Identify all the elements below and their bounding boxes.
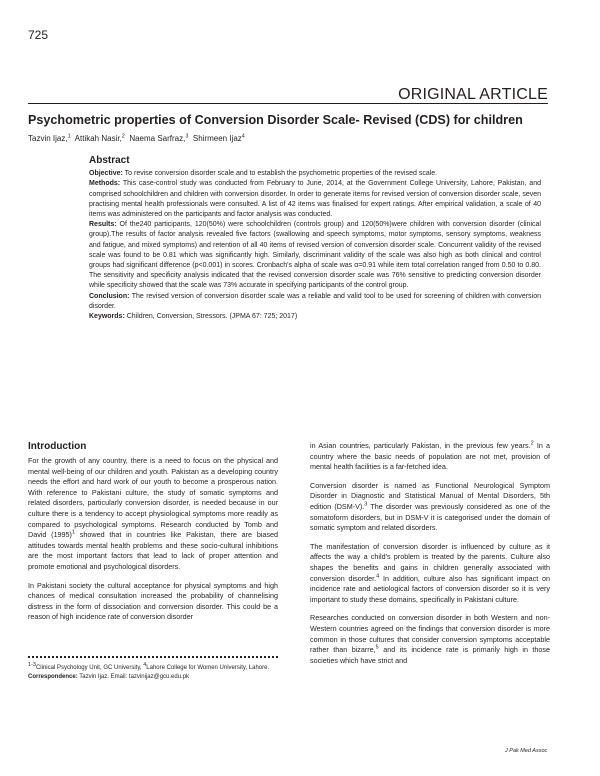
citation-marker: 2 bbox=[530, 440, 534, 447]
right-column bbox=[310, 441, 550, 674]
paragraph-text: In addition, culture also has significant impact on incidence rate and aetiological factors of conversion disorder so it is very important to study these domains, specifically in Pakistani culture. bbox=[310, 573, 550, 604]
conclusion-text: The revised version of conversion disorder scale was a reliable and valid tool to be used for screening of children with conversion disorder. bbox=[89, 292, 541, 310]
methods-text: This case-control study was conducted from February to June, 2014, at the Government College University, Lahore, Pakistan, and comprised schoolchildren and children with conversion disorder. In order to generate items for revised version of conversion disorder scale, seven practising mental health professionals were consulted. A list of 42 items was finalised for expert ratings. After empirical validation, a scale of 40 items was administered on the participants and factor analysis was conducted. bbox=[89, 180, 541, 219]
affiliation-marker: 2 bbox=[121, 133, 125, 140]
affiliation-text: Clinical Psychology Unit, GC University, bbox=[35, 665, 144, 671]
affiliation-text: Lahore College for Women University, Lahore. bbox=[146, 665, 270, 671]
citation-marker: 5 bbox=[375, 644, 379, 651]
conclusion-label: Conclusion: bbox=[89, 292, 130, 300]
keywords-text: Children, Conversion, Stressors. (JPMA 67: 725; 2017) bbox=[124, 313, 298, 321]
body-paragraph bbox=[310, 481, 550, 534]
journal-abbreviation: J Pak Med Assoc bbox=[505, 748, 548, 754]
affiliation-marker: 3 bbox=[185, 133, 189, 140]
correspondence-label: Correspondence: bbox=[28, 674, 78, 680]
section-label: ORIGINAL ARTICLE bbox=[398, 86, 548, 103]
objective-text: To revise conversion disorder scale and to establish the psychometric properties of the revised scale. bbox=[122, 170, 438, 178]
citation-marker: 4 bbox=[376, 573, 380, 580]
methods-label: Methods: bbox=[89, 180, 121, 188]
abstract-conclusion bbox=[89, 292, 541, 312]
correspondence bbox=[28, 673, 278, 682]
body-paragraph bbox=[310, 613, 550, 666]
author-name: Tazvin Ijaz, bbox=[28, 134, 68, 143]
affiliation-marker: 1-3 bbox=[28, 662, 36, 668]
abstract-heading: Abstract bbox=[89, 155, 130, 166]
introduction-heading: Introduction bbox=[28, 441, 87, 452]
affiliation-marker: 1 bbox=[67, 133, 71, 140]
affiliation-marker: 4 bbox=[143, 662, 147, 668]
affiliation-marker: 4 bbox=[241, 133, 245, 140]
article-title: Psychometric properties of Conversion Disorder Scale- Revised (CDS) for children bbox=[28, 113, 523, 127]
left-column bbox=[28, 440, 278, 631]
affiliations bbox=[28, 664, 278, 673]
footnote bbox=[28, 664, 278, 682]
paragraph-text: showed that in countries like Pakistan, there are biased attitudes towards mental health problems and these socio-cultural inhibitions are the most important factors that lead to lack of proper attention and promote emotional and psychological disorders. bbox=[28, 530, 278, 571]
abstract-methods bbox=[89, 179, 541, 220]
footnote-divider bbox=[28, 656, 278, 658]
citation-marker: 3 bbox=[364, 501, 368, 508]
author-name: Naema Sarfraz, bbox=[129, 134, 186, 143]
header-rule bbox=[28, 103, 548, 104]
results-label: Results: bbox=[89, 221, 117, 229]
paragraph-text: The manifestation of conversion disorder is influenced by culture as it affects the way a child's problem is treated by the parents. Culture also shapes the benefits and gains in children generally associated with conversion disorder. bbox=[310, 541, 550, 583]
paragraph-text: in Asian countries, particularly Pakistan, in the previous few years. bbox=[310, 441, 531, 450]
paragraph-text: The disorder was previously considered as one of the somatoform disorders, but in DSM-V it is categorised under the domain of somatic symptom and related disorders. bbox=[310, 501, 550, 533]
author-name: Attikah Nasir, bbox=[74, 134, 122, 143]
body-paragraph bbox=[28, 456, 278, 573]
results-text: Of the240 participants, 120(50%) were schoolchildren (controls group) and 120(50%)were children with conversion disorder (clinical group).The results of factor analysis revealed five factors (swallowing and speech symptoms, motor symptoms, sensory symptoms, weakness and fatigue, and mixed symptoms) and retention of all 40 items of revised version of conversion disorder scale. Concurrent validity of the revised scale was found to be 0.81 which was significantly high. Similarly, discriminant validity of the scale was also high as both clinical and control groups had significant difference (p<0.001) in scores. Cronbach's alpha of scale was α=0.91 while item total correlation ranged from 0.50 to 0.80. The sensitivity and specificity analysis indicated that the revised conversion disorder scale was 76% sensitive to predicting conversion disorder while specificity showed that the scale was 73% accurate in specifying participants of the control group. bbox=[89, 221, 541, 290]
author-name: Shirmeen Ijaz bbox=[192, 134, 242, 143]
page-number: 725 bbox=[28, 28, 49, 42]
paragraph-text: For the growth of any country, there is a need to focus on the physical and mental well-being of our children and youth. Pakistan as a developing country needs the effort and hard work of our youth to become a prosperous nation. With reference to Pakistani culture, the study of somatic symptoms and related disorders, particularly conversion disorder, is needed because in our culture there is a tendency to accept physiological symptoms more readily as compared to psychological symptoms. Research conducted by Tomb and David (1995) bbox=[28, 456, 278, 540]
body-paragraph: In Pakistani society the cultural acceptance for physical symptoms and high chances of medical consultation increased the probability of channelising distress in the form of dissociation and conversion disorder. This could be a reason of high incidence rate of conversion disorder bbox=[28, 580, 278, 622]
objective-label: Objective: bbox=[89, 170, 123, 178]
citation-marker: 1 bbox=[71, 529, 76, 536]
abstract-block bbox=[89, 156, 541, 322]
abstract-objective bbox=[89, 169, 541, 179]
author-list bbox=[28, 134, 548, 143]
abstract-results bbox=[89, 220, 541, 291]
correspondence-text: Tazvin Ijaz. Email: tazvinijaz@gcu.edu.pk bbox=[77, 674, 190, 680]
paragraph-text: Conversion disorder is named as Functional Neurological Symptom Disorder in Diagnostic and Statistical Manual of Mental Disorders, 5th edition (DSM-V). bbox=[310, 480, 550, 511]
body-paragraph bbox=[310, 542, 550, 606]
paragraph-text: and its incidence rate is primarily high in those societies which have strict and bbox=[310, 645, 550, 665]
abstract-keywords bbox=[89, 312, 541, 322]
body-paragraph bbox=[310, 441, 550, 473]
paragraph-text: Researches conducted on conversion disorder in both Western and non-Western countries agreed on the findings that conversion disorder is more common in those cultures that consider conversion symptoms acceptable rather than bizarre, bbox=[310, 613, 550, 655]
keywords-label: Keywords: bbox=[89, 313, 125, 321]
paragraph-text: In a country where the basic needs of population are not met, provision of mental health facilities is a far-fetched idea. bbox=[310, 441, 550, 472]
